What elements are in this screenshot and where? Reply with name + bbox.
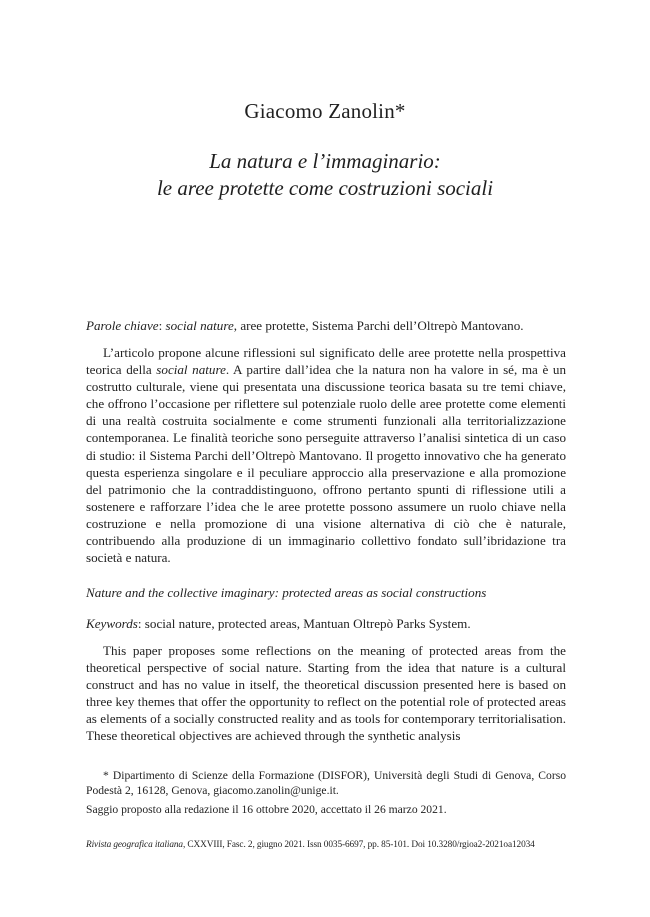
journal-details: , CXXVIII, Fasc. 2, giugno 2021. Issn 0035-6697, pp. 85-101. Doi 10.3280/rgioa2-2021oa12034 bbox=[182, 840, 535, 850]
title-line-2: le aree protette come costruzioni sociali bbox=[156, 176, 494, 200]
abstract-it-part1: L’articolo propone alcune riflessioni sul significato delle aree protette nella prospettiva teorica della bbox=[86, 345, 566, 378]
keywords-sep-it: : bbox=[158, 318, 166, 333]
english-title: Nature and the collective imaginary: protected areas as social constructions bbox=[86, 585, 487, 600]
author-name: Giacomo Zanolin* bbox=[244, 99, 406, 123]
italian-abstract bbox=[86, 344, 566, 566]
journal-name: Rivista geografica italiana bbox=[86, 840, 183, 850]
footnote bbox=[86, 768, 566, 818]
english-keywords bbox=[86, 615, 566, 632]
keywords-text-en: : social nature, protected areas, Mantuan Oltrepò Parks System. bbox=[137, 616, 471, 631]
abstract-it-part2: . A partire dall’idea che la natura non ha valore in sé, ma è un costrutto culturale, viene qui presentata una discussione teorica basata su tre temi chiave, che offrono l’occasione per riflettere sul potenziale ruolo delle aree protette come elementi di una realtà costruita socialmente e come strumenti funzionali alla territorializzazione contemporanea. Le finalità teoriche sono perseguite attraverso l’analisi sintetica di un caso di studio: il Sistema Parchi dell’Oltrepò Mantovano. Il progetto innovativo che ha generato questa esperienza singolare e il peculiare approccio alla preservazione e alla promozione del patrimonio che la contraddistinguono, offrono pertanto spunti di riflessione utili a sostenere e rafforzare l’idea che le aree protette possono assumere un ruolo chiave nella costruzione e nella promozione di una visione alternativa di ciò che è naturale, contribuendo alla produzione di un immaginario collettivo fondato sull’ibridazione tra società e natura. bbox=[86, 362, 566, 566]
abstract-it-italic: social nature bbox=[156, 362, 226, 378]
submission-note: Saggio proposto alla redazione il 16 ottobre 2020, accettato il 26 marzo 2021. bbox=[86, 803, 447, 817]
keywords-rest-it: , aree protette, Sistema Parchi dell’Oltrepò Mantovano. bbox=[233, 318, 524, 333]
keywords-label-en: Keywords bbox=[86, 616, 138, 631]
italian-keywords bbox=[86, 317, 566, 334]
title-line-1: La natura e l’immaginario: bbox=[209, 149, 441, 173]
keywords-italic-it: social nature bbox=[165, 318, 234, 333]
journal-citation bbox=[86, 839, 566, 851]
affiliation-note: * Dipartimento di Scienze della Formazione (DISFOR), Università degli Studi di Genova, Corso Podestà 2, 16128, Genova, giacomo.zanolin@unige.it. bbox=[86, 769, 566, 798]
article-title bbox=[0, 148, 650, 202]
keywords-label-it: Parole chiave bbox=[86, 318, 159, 333]
english-abstract: This paper proposes some reflections on the meaning of protected areas from the theoretical perspective of social nature. Starting from the idea that nature is a cultural construct and has no value in itself, the theoretical discussion presented here is based on three key themes that offer the opportunity to reflect on the potential role of protected areas as elements of a socially constructed reality and as tools for contemporary territorialisation. These theoretical objectives are achieved through the synthetic analysis bbox=[86, 643, 566, 744]
